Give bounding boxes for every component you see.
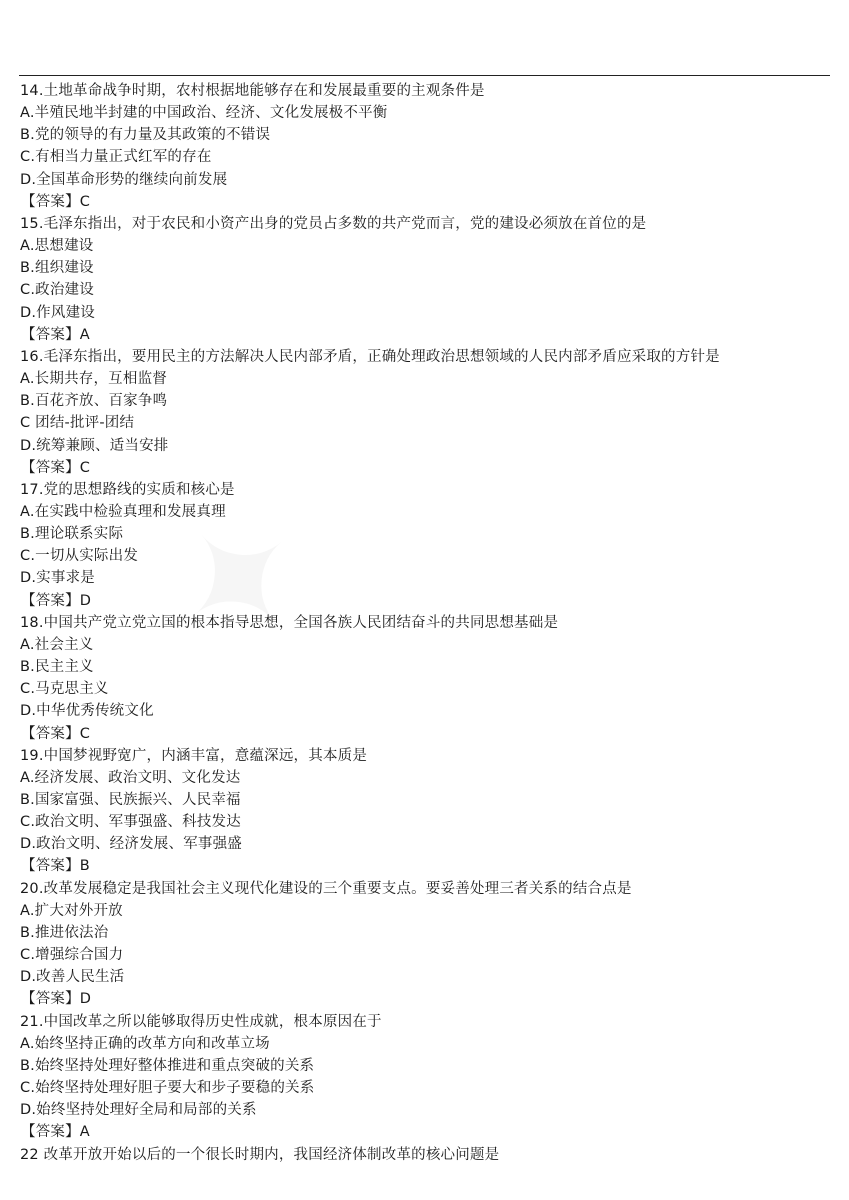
question-15-stem: 15.毛泽东指出，对于农民和小资产出身的党员占多数的共产党而言，党的建设必须放在首位的是 [20, 215, 647, 232]
question-15-option-a: A.思想建设 [20, 238, 94, 255]
question-21-stem: 21.中国改革之所以能够取得历史性成就，根本原因在于 [20, 1013, 382, 1030]
question-18-option-d: D.中华优秀传统文化 [20, 703, 154, 720]
question-18-option-a: A.社会主义 [20, 636, 94, 653]
question-21-option-a: A.始终坚持正确的改革方向和改革立场 [20, 1035, 270, 1052]
question-14-answer: 【答案】C [21, 193, 91, 210]
question-14-option-c: C.有相当力量正式红军的存在 [20, 149, 212, 166]
question-15-option-b: B.组织建设 [20, 260, 94, 277]
question-15-answer: 【答案】A [21, 326, 90, 343]
question-16-stem: 16.毛泽东指出，要用民主的方法解决人民内部矛盾，正确处理政治思想领域的人民内部矛盾应采取的方针是 [20, 348, 720, 365]
question-17-option-c: C.一切从实际出发 [20, 548, 139, 565]
question-list [20, 80, 835, 1166]
question-20-answer: 【答案】D [21, 991, 92, 1008]
question-20-option-b: B.推进依法治 [20, 924, 109, 941]
question-19-option-d: D.政治文明、经济发展、军事强盛 [20, 836, 242, 853]
question-21-answer: 【答案】A [21, 1124, 90, 1141]
question-17-option-d: D.实事求是 [20, 570, 95, 587]
question-22-stem: 22 改革开放开始以后的一个很长时期内，我国经济体制改革的核心问题是 [20, 1146, 500, 1163]
question-17-option-a: A.在实践中检验真理和发展真理 [20, 503, 226, 520]
question-16-option-c: C 团结-批评-团结 [20, 415, 135, 432]
question-18-option-b: B.民主主义 [20, 659, 94, 676]
question-17-option-b: B.理论联系实际 [20, 526, 124, 543]
question-18-option-c: C.马克思主义 [20, 681, 109, 698]
question-17-stem: 17.党的思想路线的实质和核心是 [20, 481, 235, 498]
question-18-answer: 【答案】C [21, 725, 91, 742]
question-21-option-c: C.始终坚持处理好胆子要大和步子要稳的关系 [20, 1080, 315, 1097]
question-14-stem: 14.土地革命战争时期，农村根据地能够存在和发展最重要的主观条件是 [20, 83, 485, 99]
question-19-stem: 19.中国梦视野宽广，内涵丰富，意蕴深远，其本质是 [20, 747, 368, 764]
question-18-stem: 18.中国共产党立党立国的根本指导思想，全国各族人民团结奋斗的共同思想基础是 [20, 614, 559, 631]
question-16-answer: 【答案】C [21, 459, 91, 476]
question-21-option-d: D.始终坚持处理好全局和局部的关系 [20, 1102, 257, 1119]
question-15-option-d: D.作风建设 [20, 304, 95, 321]
question-19-option-b: B.国家富强、民族振兴、人民幸福 [20, 792, 241, 808]
question-19-answer: 【答案】B [21, 858, 90, 875]
question-14-option-b: B.党的领导的有力量及其政策的不错误 [20, 127, 271, 144]
question-19-option-a: A.经济发展、政治文明、文化发达 [20, 769, 241, 786]
question-20-stem: 20.改革发展稳定是我国社会主义现代化建设的三个重要支点。要妥善处理三者关系的结合点是 [20, 880, 632, 897]
question-16-option-b: B.百花齐放、百家争鸣 [20, 393, 168, 410]
question-15-option-c: C.政治建设 [20, 282, 94, 299]
question-20-option-d: D.改善人民生活 [20, 969, 125, 986]
question-20-option-c: C.增强综合国力 [20, 947, 124, 964]
question-20-option-a: A.扩大对外开放 [20, 902, 123, 919]
question-21-option-b: B.始终坚持处理好整体推进和重点突破的关系 [20, 1057, 315, 1074]
question-16-option-d: D.统筹兼顾、适当安排 [20, 437, 169, 454]
question-14-option-d: D.全国革命形势的继续向前发展 [20, 171, 228, 188]
question-16-option-a: A.长期共存，互相监督 [20, 371, 167, 388]
question-19-option-c: C.政治文明、军事强盛、科技发达 [20, 814, 241, 831]
question-14-option-a: A.半殖民地半封建的中国政治、经济、文化发展极不平衡 [20, 105, 388, 122]
question-17-answer: 【答案】D [21, 592, 92, 609]
header-rule [19, 75, 830, 76]
